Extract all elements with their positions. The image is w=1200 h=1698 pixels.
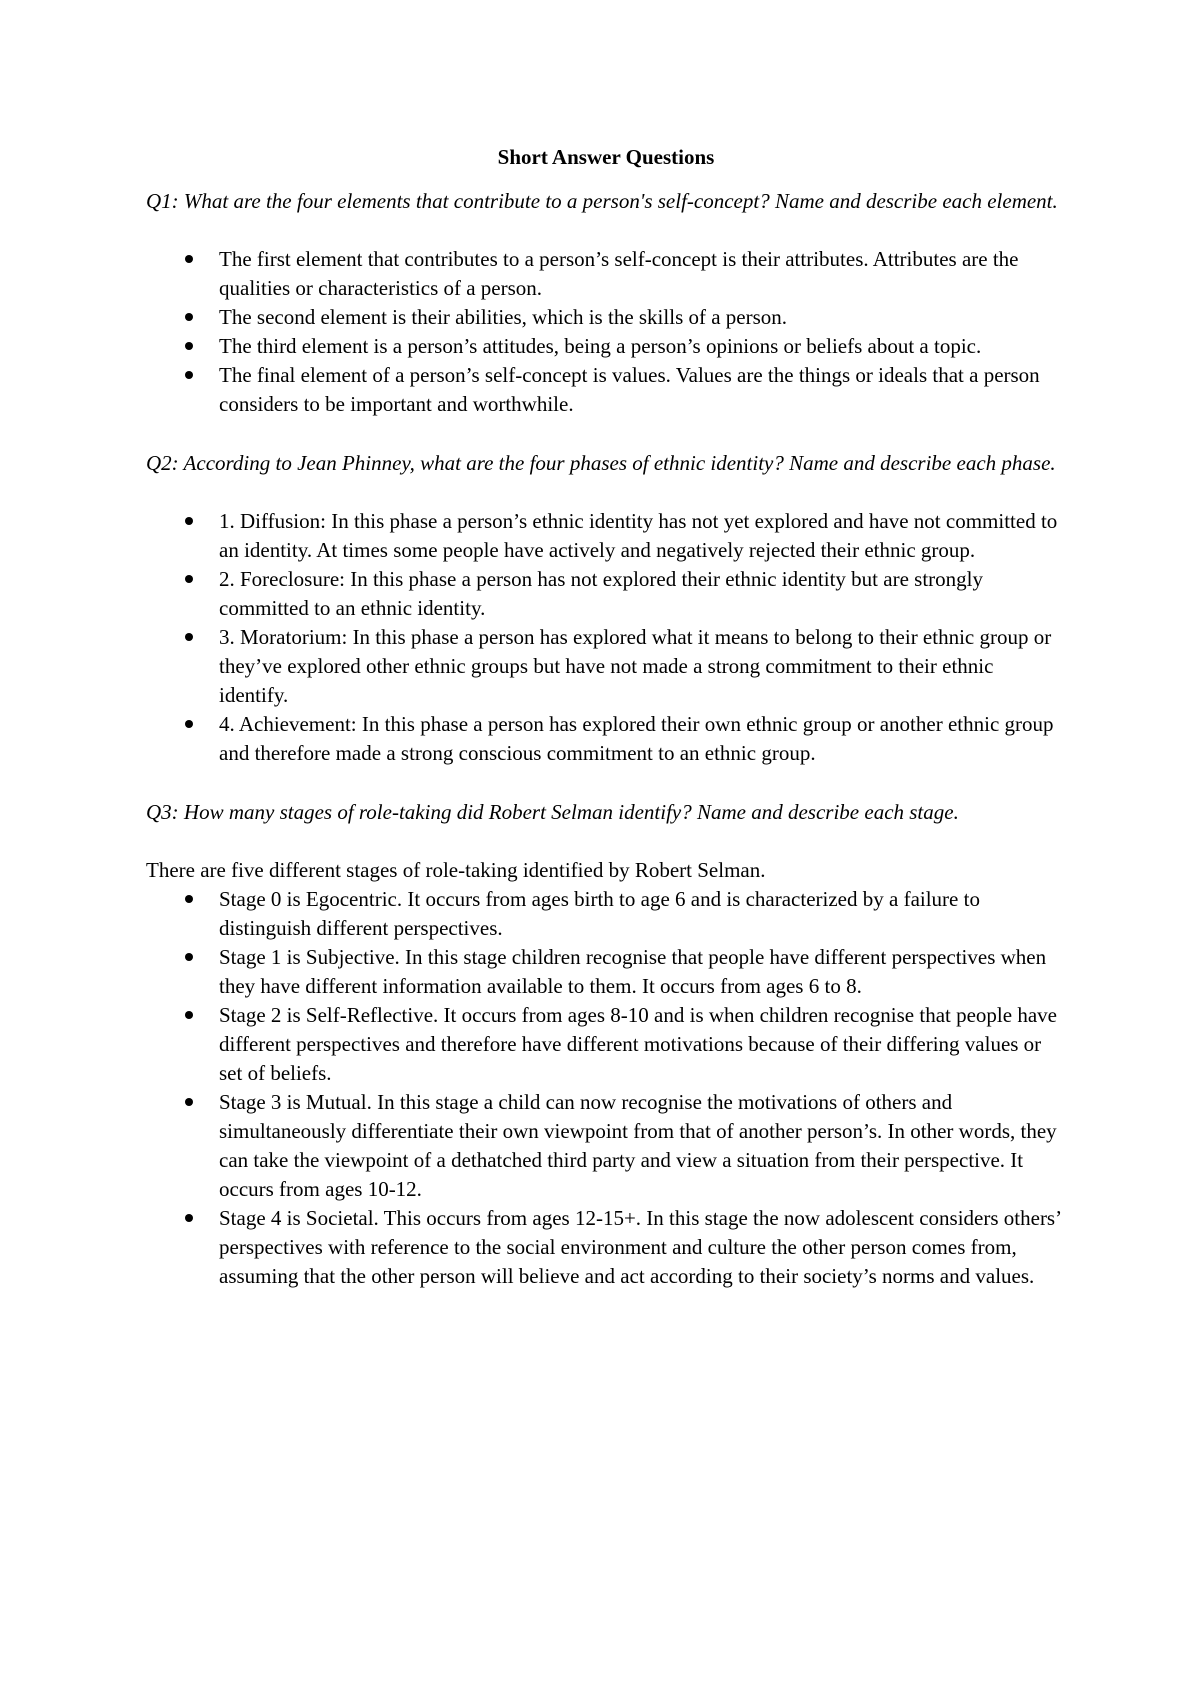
list-item-text: The first element that contributes to a person’s self-concept is their attributes. Attributes are the qualities or characteristics of a person. — [219, 247, 1019, 300]
list-item — [146, 1001, 1066, 1088]
list-item — [146, 303, 1066, 332]
answer-list — [146, 507, 1066, 768]
question-text — [146, 798, 1066, 827]
list-item-text: Stage 4 is Societal. This occurs from ages 12-15+. In this stage the now adolescent considers others’ perspectives with reference to the social environment and culture the other person comes from, assuming that the other person will believe and act according to their society’s norms and values. — [219, 1206, 1061, 1288]
list-item-text: 3. Moratorium: In this phase a person has explored what it means to belong to their ethnic group or they’ve explored other ethnic groups but have not made a strong commitment to their ethnic identify. — [219, 625, 1052, 707]
list-item — [146, 1088, 1066, 1204]
list-item — [146, 332, 1066, 361]
question-number: Q1: — [146, 189, 179, 213]
bullet-icon — [185, 517, 193, 525]
bullet-icon — [185, 633, 193, 641]
question-number: Q2: — [146, 451, 179, 475]
answer-list — [146, 885, 1066, 1291]
list-item — [146, 1204, 1066, 1291]
list-item-text: Stage 2 is Self-Reflective. It occurs from ages 8-10 and is when children recognise that people have different perspectives and therefore have different motivations because of their differing values or set of beliefs. — [219, 1003, 1057, 1085]
list-item-text: Stage 3 is Mutual. In this stage a child can now recognise the motivations of others and simultaneously differentiate their own viewpoint from that of another person’s. In other words, they can take the viewpoint of a dethatched third party and view a situation from their perspective. It occurs from ages 10-12. — [219, 1090, 1057, 1201]
list-item-text: The second element is their abilities, which is the skills of a person. — [219, 305, 788, 329]
list-item — [146, 361, 1066, 419]
list-item — [146, 623, 1066, 710]
answer-intro: There are five different stages of role-taking identified by Robert Selman. — [146, 858, 766, 882]
answer-list — [146, 245, 1066, 419]
list-item-text: The final element of a person’s self-concept is values. Values are the things or ideals that a person considers to be important and worthwhile. — [219, 363, 1040, 416]
bullet-icon — [185, 953, 193, 961]
question-number: Q3: — [146, 800, 179, 824]
question-section-1 — [146, 187, 1066, 419]
bullet-icon — [185, 1098, 193, 1106]
list-item-text: 4. Achievement: In this phase a person has explored their own ethnic group or another ethnic group and therefore made a strong conscious commitment to an ethnic group. — [219, 712, 1054, 765]
bullet-icon — [185, 342, 193, 350]
bullet-icon — [185, 1214, 193, 1222]
question-body: What are the four elements that contribute to a person's self-concept? Name and describe each element. — [178, 189, 1058, 213]
bullet-icon — [185, 1011, 193, 1019]
list-item-text: Stage 1 is Subjective. In this stage children recognise that people have different perspectives when they have different information available to them. It occurs from ages 6 to 8. — [219, 945, 1047, 998]
list-item-text: 2. Foreclosure: In this phase a person has not explored their ethnic identity but are strongly committed to an ethnic identity. — [219, 567, 983, 620]
list-item-text: Stage 0 is Egocentric. It occurs from ages birth to age 6 and is characterized by a failure to distinguish different perspectives. — [219, 887, 980, 940]
bullet-icon — [185, 371, 193, 379]
document-page — [146, 143, 1066, 1321]
bullet-icon — [185, 313, 193, 321]
list-item — [146, 710, 1066, 768]
list-item — [146, 245, 1066, 303]
question-body: According to Jean Phinney, what are the four phases of ethnic identity? Name and describe each phase. — [178, 451, 1056, 475]
list-item — [146, 885, 1066, 943]
list-item — [146, 507, 1066, 565]
bullet-icon — [185, 255, 193, 263]
question-text — [146, 187, 1066, 216]
question-section-2 — [146, 449, 1066, 768]
question-text — [146, 449, 1066, 478]
bullet-icon — [185, 895, 193, 903]
list-item-text: The third element is a person’s attitudes, being a person’s opinions or beliefs about a topic. — [219, 334, 982, 358]
bullet-icon — [185, 575, 193, 583]
list-item — [146, 565, 1066, 623]
question-section-3 — [146, 798, 1066, 1291]
list-item — [146, 943, 1066, 1001]
list-item-text: 1. Diffusion: In this phase a person’s ethnic identity has not yet explored and have not committed to an identity. At times some people have actively and negatively rejected their ethnic group. — [219, 509, 1058, 562]
bullet-icon — [185, 720, 193, 728]
question-body: How many stages of role-taking did Robert Selman identify? Name and describe each stage. — [178, 800, 959, 824]
page-title: Short Answer Questions — [497, 145, 715, 169]
